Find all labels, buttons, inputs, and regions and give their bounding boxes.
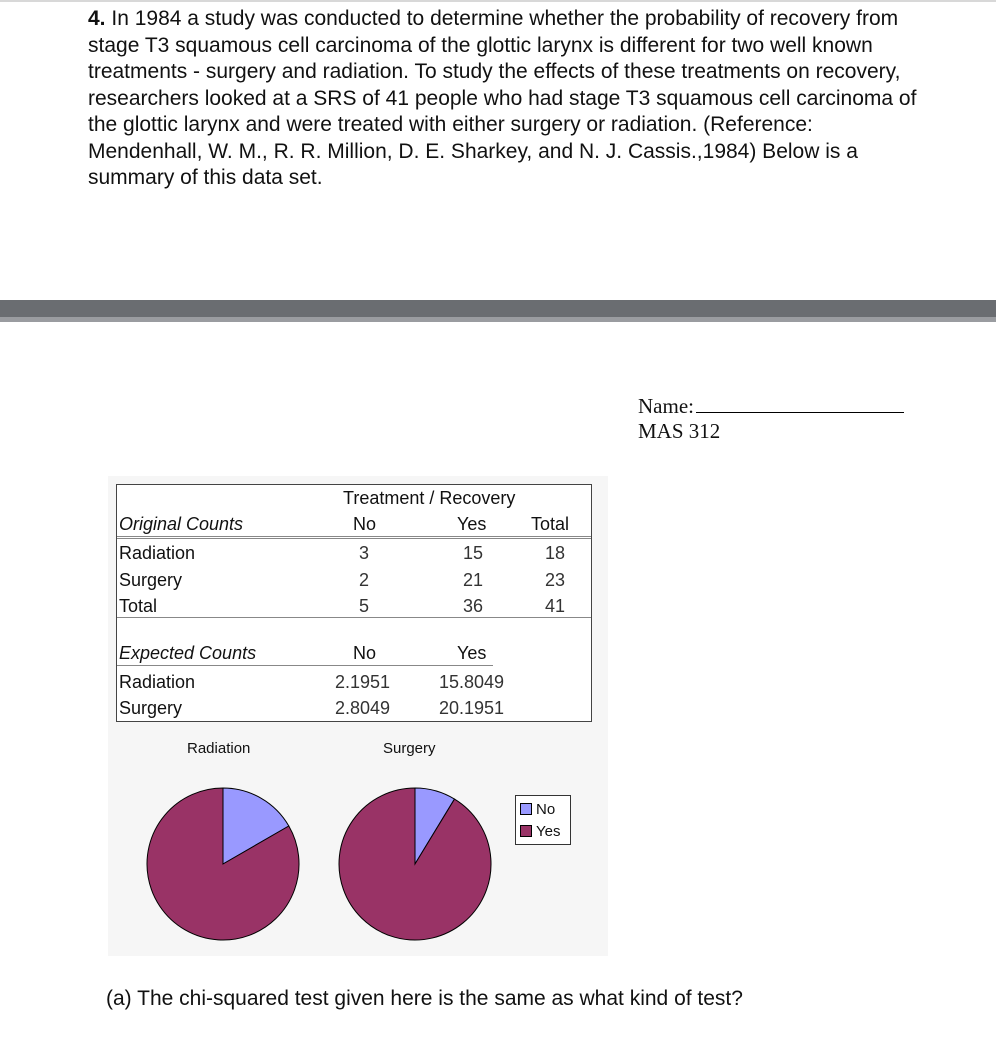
pie-slice-surgery-yes [339, 788, 491, 940]
problem-text: In 1984 a study was conducted to determine whether the probability of recovery from stage T3 squamous cell carcinoma of the glottic larynx is different for two well known treatments - surgery and radiation. To study the effects of these treatments on recovery, researchers looked at a SRS of 41 people who had stage T3 squamous cell carcinoma of the glottic larynx and were treated with either surgery or radiation. (Reference: Mendenhall, W. M., R. R. Million, D. E. Sharkey, and N. J. Cassis.,1984) Below is a summary of this data set. [88, 7, 917, 189]
legend-item-no [520, 800, 555, 818]
cell-surgery-yes: 21 [463, 570, 484, 590]
legend-swatch-no [520, 803, 532, 815]
exp-cell-surgery-yes: 20.1951 [439, 698, 505, 718]
cell-radiation-no: 3 [359, 543, 370, 563]
legend-swatch-yes [520, 825, 532, 837]
legend-item-yes [520, 822, 560, 840]
exp-col-header-yes: Yes [457, 643, 487, 663]
table-title: Treatment / Recovery [343, 488, 516, 508]
course-label: MAS 312 [638, 419, 721, 443]
cell-radiation-yes: 15 [463, 543, 484, 563]
name-label: Name: [638, 394, 694, 418]
exp-row-label-radiation: Radiation [119, 672, 196, 692]
col-header-total: Total [531, 514, 570, 534]
exp-row-label-surgery: Surgery [119, 698, 183, 718]
exp-cell-radiation-no: 2.1951 [335, 672, 391, 692]
expected-counts-label: Expected Counts [119, 643, 257, 663]
exp-col-header-no: No [353, 643, 377, 663]
cell-total-total: 41 [545, 596, 566, 616]
chart-legend [515, 795, 571, 845]
original-counts-label: Original Counts [119, 514, 244, 534]
cell-radiation-total: 18 [545, 543, 566, 563]
question-a: (a) The chi-squared test given here is the same as what kind of test? [106, 987, 743, 1010]
exp-cell-radiation-yes: 15.8049 [439, 672, 505, 692]
cell-surgery-total: 23 [545, 570, 566, 590]
pie-title-radiation: Radiation [187, 740, 251, 757]
col-header-yes: Yes [457, 514, 487, 534]
problem-number: 4. [88, 7, 106, 30]
row-label-surgery: Surgery [119, 570, 183, 590]
cell-surgery-no: 2 [359, 570, 370, 590]
cell-total-no: 5 [359, 596, 370, 616]
pie-title-surgery: Surgery [383, 740, 436, 757]
row-label-radiation: Radiation [119, 543, 196, 563]
legend-label-no: No [536, 800, 556, 818]
col-header-no: No [353, 514, 377, 534]
exp-cell-surgery-no: 2.8049 [335, 698, 391, 718]
row-label-total: Total [119, 596, 158, 616]
legend-label-yes: Yes [536, 822, 561, 840]
cell-total-yes: 36 [463, 596, 484, 616]
